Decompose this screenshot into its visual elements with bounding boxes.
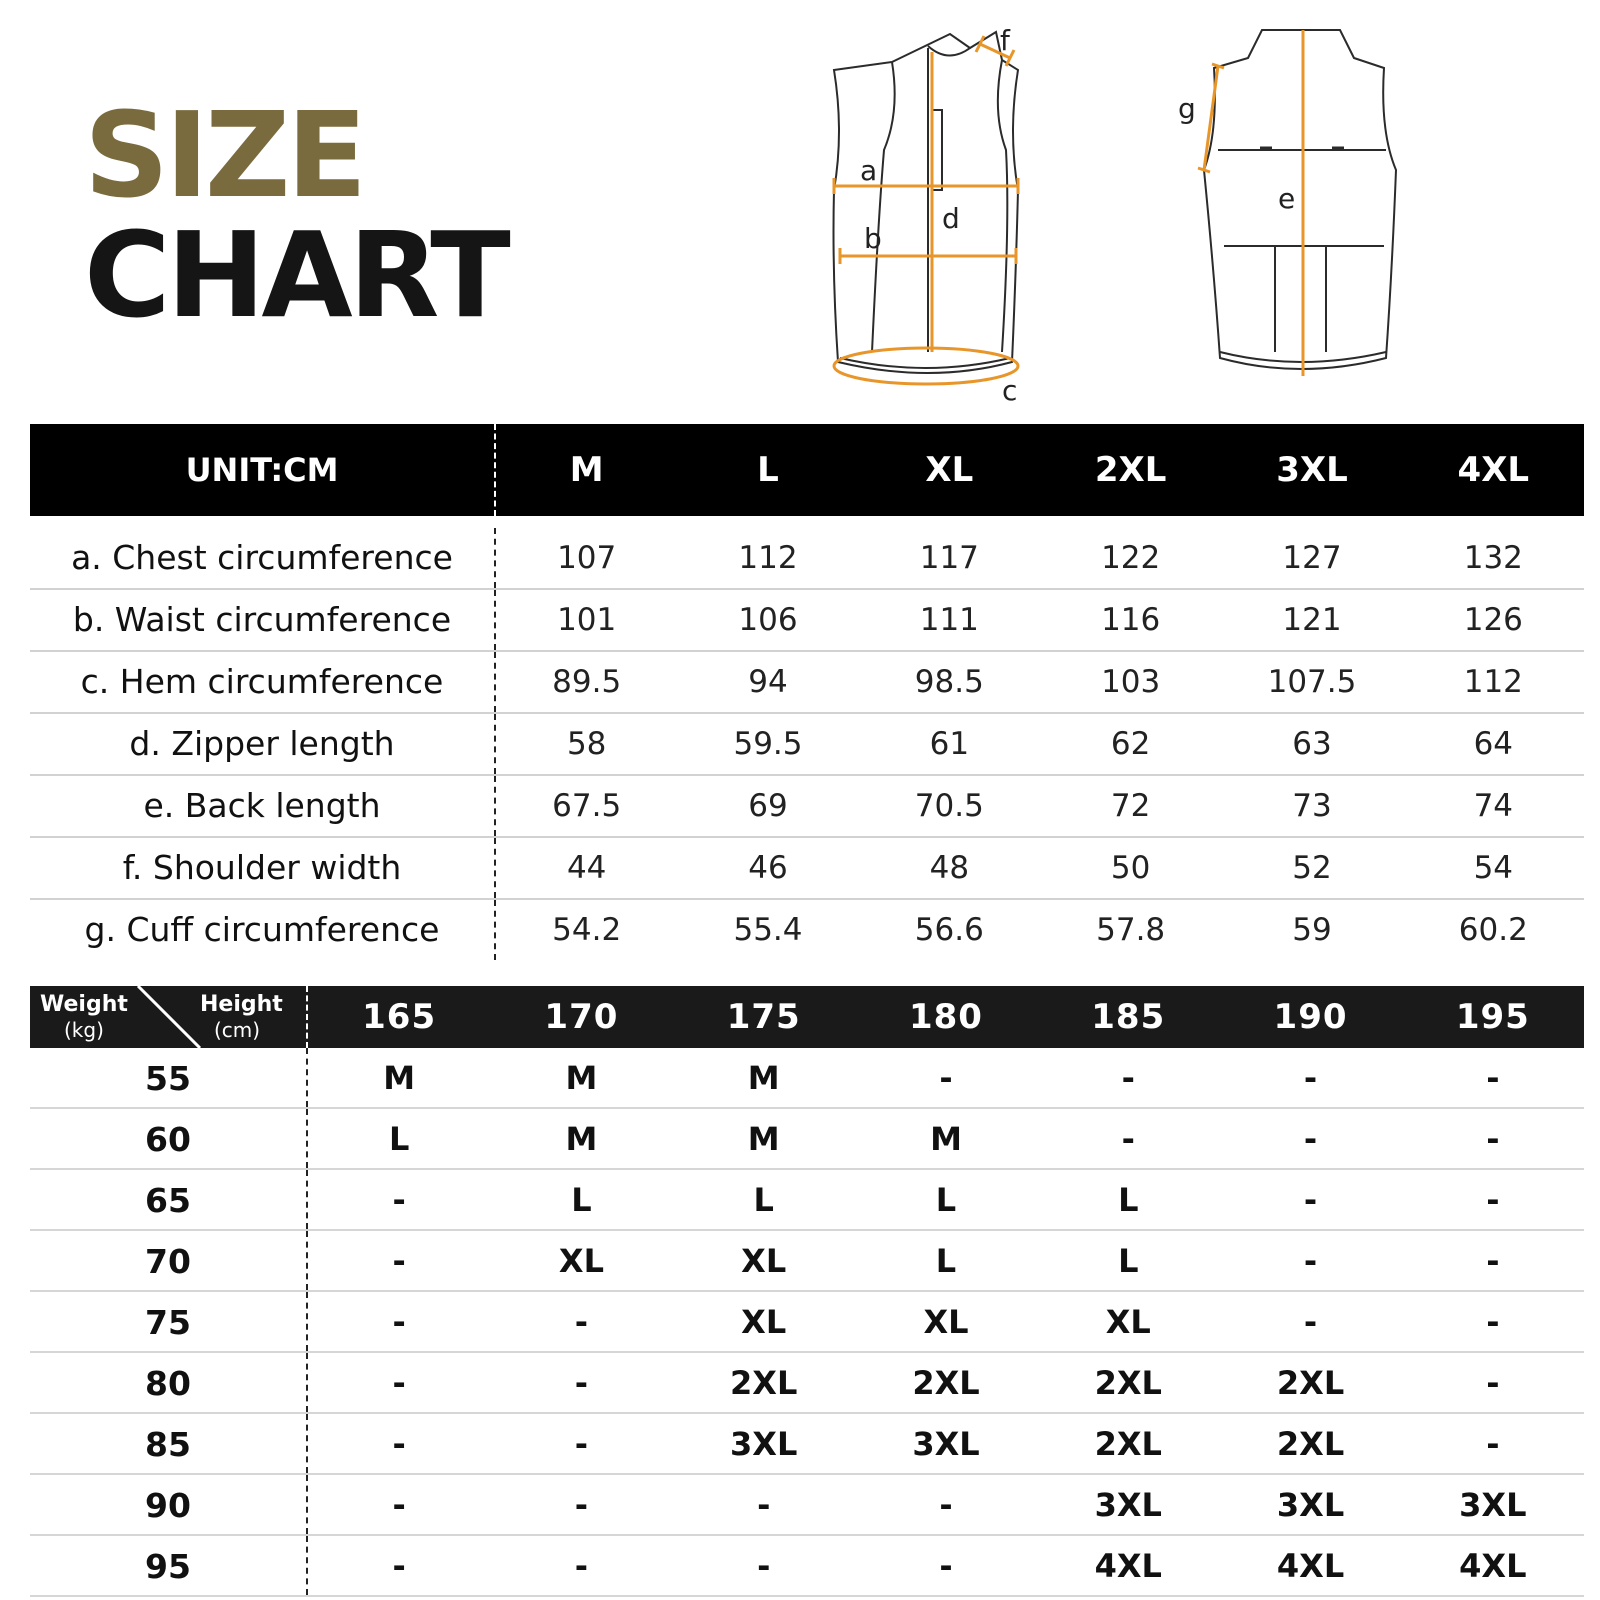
measurement-value: 61 [929, 726, 970, 762]
height-header: 170 [544, 997, 619, 1037]
recommended-size: 3XL [1094, 1485, 1162, 1524]
weight-value: 55 [30, 1048, 308, 1107]
measurement-value: 55.4 [733, 912, 803, 948]
measurement-value: 112 [1463, 664, 1523, 700]
height-header: 180 [908, 997, 983, 1037]
recommended-size: - [1303, 1058, 1318, 1097]
recommended-size: M [565, 1119, 598, 1158]
recommended-size: 4XL [1276, 1546, 1345, 1585]
table-row [30, 1536, 1584, 1597]
recommended-size: - [574, 1546, 589, 1585]
measurement-label: g. Cuff circumference [30, 900, 496, 960]
table-row [30, 528, 1584, 590]
recommended-size: M [383, 1058, 416, 1097]
recommended-size: L [1118, 1241, 1139, 1280]
measurement-value: 98.5 [914, 664, 984, 700]
measurement-value: 127 [1282, 540, 1342, 576]
weight-value: 70 [30, 1231, 308, 1290]
height-header: 195 [1455, 997, 1530, 1037]
measurement-value: 59.5 [733, 726, 803, 762]
table-row [30, 1292, 1584, 1353]
measurement-label: d. Zipper length [30, 714, 496, 774]
fit-table-corner [30, 986, 308, 1048]
measurement-value: 107.5 [1267, 664, 1357, 700]
size-header: 4XL [1457, 450, 1530, 490]
measurement-label: a. Chest circumference [30, 528, 496, 588]
weight-value: 60 [30, 1109, 308, 1168]
size-header: 2XL [1094, 450, 1167, 490]
weight-value: 90 [30, 1475, 308, 1534]
vest-front-outline [834, 32, 1019, 373]
recommended-size: 3XL [912, 1424, 980, 1463]
measurement-value: 122 [1101, 540, 1161, 576]
recommended-size: - [757, 1485, 771, 1524]
height-header: 165 [362, 997, 437, 1037]
recommended-size: - [1486, 1363, 1500, 1402]
measurement-value: 67.5 [552, 788, 622, 824]
recommended-size: - [1303, 1180, 1318, 1219]
weight-value: 95 [30, 1536, 308, 1595]
recommended-size: 2XL [1276, 1363, 1345, 1402]
recommended-size: - [1486, 1302, 1500, 1341]
recommended-size: - [939, 1485, 953, 1524]
measurement-value: 59 [1292, 912, 1332, 948]
label-f: f [1000, 24, 1010, 57]
weight-unit: (kg) [64, 1018, 104, 1042]
weight-value: 65 [30, 1170, 308, 1229]
height-label: Height [200, 992, 283, 1017]
table-row [30, 1353, 1584, 1414]
recommended-size: L [935, 1180, 957, 1219]
measurement-value: 89.5 [552, 664, 622, 700]
measurement-label: e. Back length [30, 776, 496, 836]
recommended-size: M [747, 1058, 780, 1097]
recommended-size: - [1486, 1119, 1500, 1158]
recommended-size: - [1486, 1424, 1500, 1463]
recommended-size: - [1121, 1119, 1135, 1158]
measurement-label: f. Shoulder width [30, 838, 496, 898]
table-row [30, 1170, 1584, 1231]
height-header: 190 [1273, 997, 1348, 1037]
recommended-size: XL [558, 1241, 604, 1280]
recommended-size: 2XL [1276, 1424, 1345, 1463]
measurement-value: 107 [557, 540, 617, 576]
label-c: c [1002, 374, 1018, 407]
weight-value: 75 [30, 1292, 308, 1351]
measurement-value: 74 [1473, 788, 1514, 824]
recommended-size: - [939, 1546, 953, 1585]
measurement-value: 57.8 [1096, 912, 1166, 948]
measurement-value: 101 [557, 602, 617, 638]
measurement-value: 106 [738, 602, 798, 638]
label-a: a [860, 154, 878, 187]
measurement-value: 73 [1292, 788, 1332, 824]
recommended-size: - [392, 1424, 406, 1463]
recommended-size: - [757, 1546, 771, 1585]
recommended-size: - [1486, 1180, 1500, 1219]
recommended-size: - [1486, 1058, 1500, 1097]
measurement-value: 54 [1473, 850, 1514, 886]
recommended-size: - [1486, 1241, 1500, 1280]
recommended-size: L [1118, 1180, 1139, 1219]
recommended-size: 4XL [1094, 1546, 1162, 1585]
size-header: 3XL [1276, 450, 1348, 490]
recommended-size: 3XL [1276, 1485, 1345, 1524]
recommended-size: L [388, 1119, 410, 1158]
table-row [30, 1231, 1584, 1292]
measurement-label: b. Waist circumference [30, 590, 496, 650]
title-size: SIZE [84, 86, 364, 224]
label-b: b [864, 222, 882, 255]
label-d: d [942, 202, 960, 235]
recommended-size: 2XL [1094, 1424, 1162, 1463]
table-row [30, 900, 1584, 960]
height-header: 175 [726, 997, 801, 1037]
recommended-size: - [574, 1424, 589, 1463]
recommended-size: - [1303, 1241, 1318, 1280]
measurement-value: 44 [566, 850, 607, 886]
measurement-value: 70.5 [914, 788, 984, 824]
label-g: g [1178, 92, 1196, 125]
recommended-size: M [565, 1058, 598, 1097]
unit-label: UNIT:CM [30, 424, 496, 516]
measurement-label: c. Hem circumference [30, 652, 496, 712]
weight-value: 85 [30, 1414, 308, 1473]
weight-label: Weight [40, 992, 128, 1017]
measurement-value: 132 [1463, 540, 1523, 576]
recommended-size: L [571, 1180, 592, 1219]
recommended-size: - [574, 1302, 589, 1341]
recommended-size: 2XL [912, 1363, 980, 1402]
table-row [30, 1109, 1584, 1170]
recommended-size: 2XL [1094, 1363, 1162, 1402]
table-row [30, 714, 1584, 776]
measurement-value: 46 [748, 850, 788, 886]
height-header: 185 [1091, 997, 1166, 1037]
recommended-size: L [935, 1241, 957, 1280]
recommended-size: XL [741, 1302, 787, 1341]
vest-diagram [820, 22, 1420, 412]
measurement-value: 111 [919, 602, 979, 638]
fit-table-header [30, 986, 1584, 1048]
recommended-size: XL [1105, 1302, 1151, 1341]
measurement-value: 64 [1473, 726, 1514, 762]
recommended-size: - [574, 1485, 589, 1524]
weight-value: 80 [30, 1353, 308, 1412]
table-row [30, 1414, 1584, 1475]
measurement-value: 62 [1110, 726, 1151, 762]
recommended-size: - [1121, 1058, 1135, 1097]
table-row [30, 838, 1584, 900]
recommended-size: - [392, 1363, 406, 1402]
measurement-value: 112 [738, 540, 798, 576]
size-table-header [30, 424, 1584, 516]
measurement-value: 72 [1110, 788, 1151, 824]
size-header: XL [925, 450, 974, 490]
measurement-value: 116 [1101, 602, 1161, 638]
label-e: e [1278, 182, 1296, 215]
table-row [30, 652, 1584, 714]
table-row [30, 590, 1584, 652]
recommended-size: - [392, 1546, 406, 1585]
height-unit: (cm) [214, 1018, 261, 1042]
measurement-value: 56.6 [914, 912, 984, 948]
measurement-value: 121 [1282, 602, 1342, 638]
measurement-value: 94 [748, 664, 788, 700]
recommended-size: 3XL [1459, 1485, 1527, 1524]
measurement-value: 50 [1110, 850, 1151, 886]
size-table-body [30, 516, 1584, 960]
recommended-size: - [1303, 1302, 1318, 1341]
recommended-size: 3XL [730, 1424, 798, 1463]
recommended-size: XL [741, 1241, 787, 1280]
measurement-value: 48 [929, 850, 970, 886]
recommended-size: - [392, 1485, 406, 1524]
measurement-value: 117 [919, 540, 979, 576]
vest-back-outline [1204, 30, 1396, 369]
measurement-value: 60.2 [1458, 912, 1528, 948]
measurement-value: 58 [566, 726, 607, 762]
size-header: L [757, 450, 779, 490]
fit-table-body [30, 1048, 1584, 1597]
recommended-size: L [753, 1180, 774, 1219]
recommended-size: - [392, 1241, 406, 1280]
recommended-size: M [747, 1119, 780, 1158]
recommended-size: M [930, 1119, 962, 1158]
measurement-value: 63 [1292, 726, 1332, 762]
table-row [30, 1475, 1584, 1536]
measurement-value: 103 [1101, 664, 1161, 700]
recommended-size: - [939, 1058, 953, 1097]
recommended-size: - [1303, 1119, 1318, 1158]
measurement-value: 126 [1463, 602, 1523, 638]
recommended-size: - [392, 1180, 406, 1219]
measurement-value: 69 [748, 788, 788, 824]
size-header: M [569, 450, 604, 490]
recommended-size: - [392, 1302, 406, 1341]
recommended-size: 4XL [1459, 1546, 1527, 1585]
title-chart: CHART [84, 206, 507, 344]
recommended-size: - [574, 1363, 589, 1402]
recommended-size: XL [923, 1302, 969, 1341]
table-row [30, 776, 1584, 838]
measurement-value: 54.2 [552, 912, 622, 948]
table-row [30, 1048, 1584, 1109]
fit-table [30, 986, 1584, 1597]
measurement-value: 52 [1292, 850, 1332, 886]
recommended-size: 2XL [730, 1363, 798, 1402]
size-measurement-table [30, 424, 1584, 960]
